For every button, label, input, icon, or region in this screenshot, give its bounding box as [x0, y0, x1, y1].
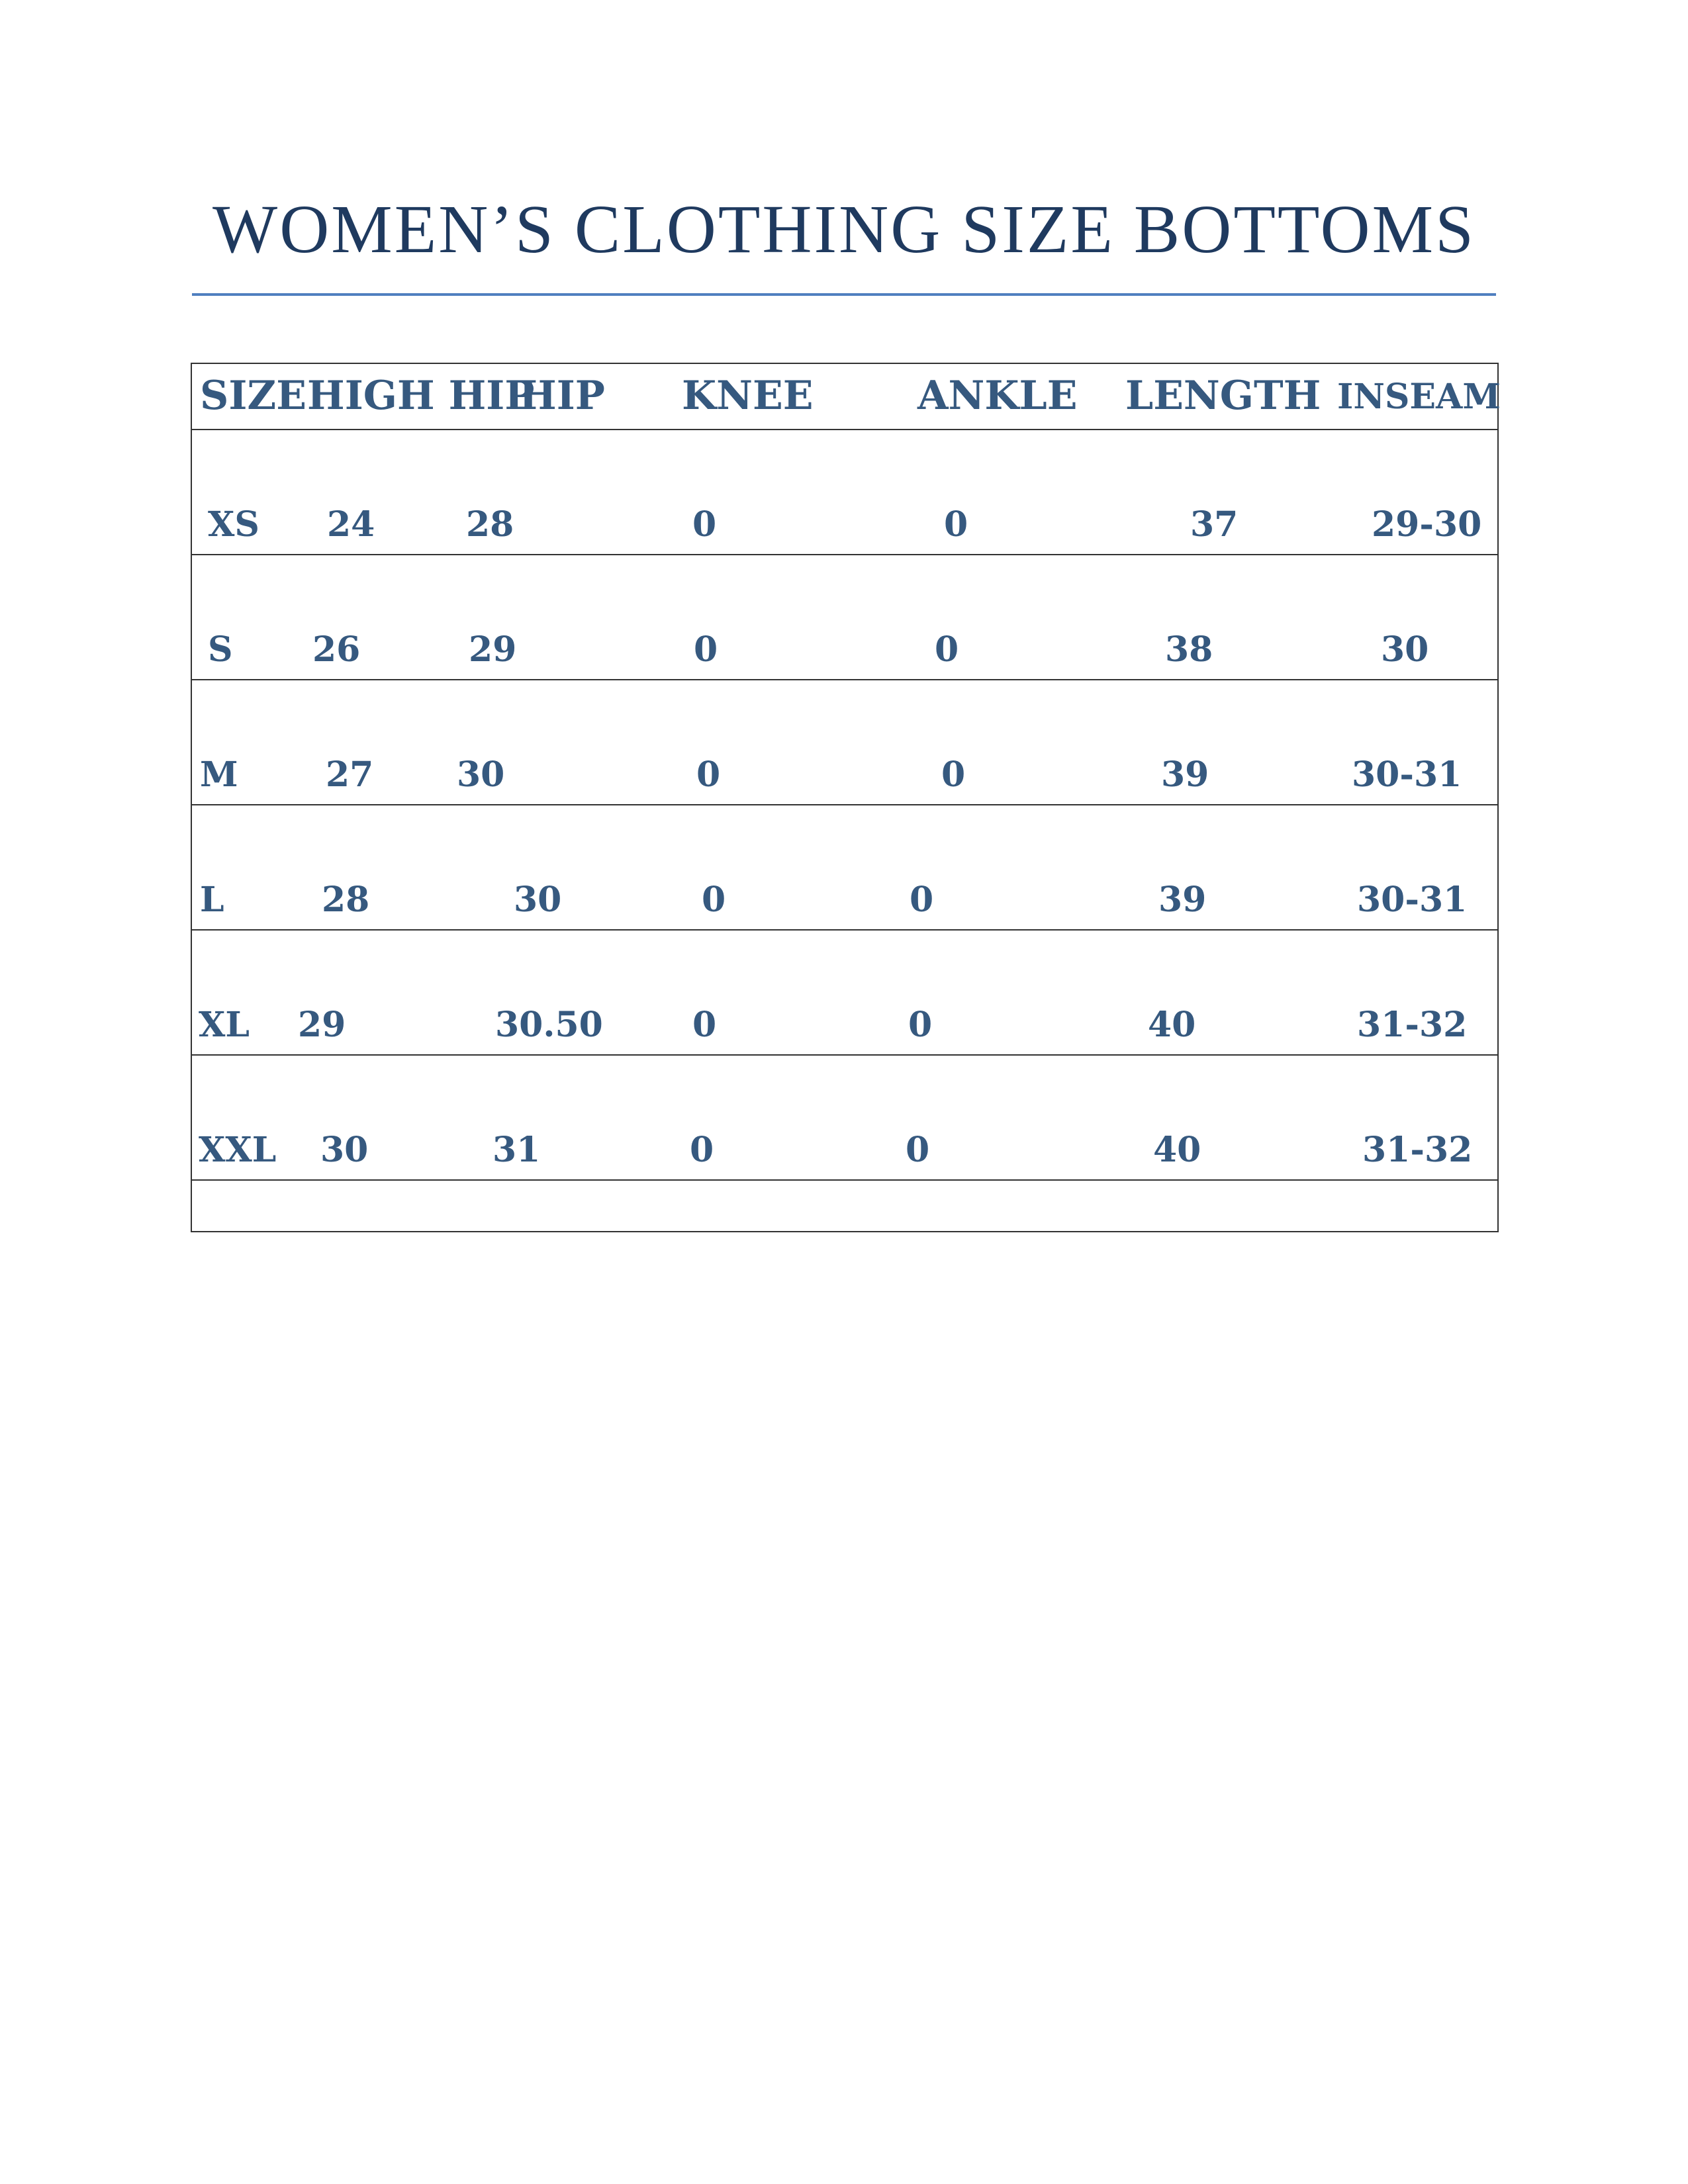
table-empty-row	[192, 1181, 1497, 1231]
knee-cell: 0	[692, 504, 717, 545]
inseam-cell: 31-32	[1357, 1005, 1468, 1045]
inseam-cell: 29-30	[1372, 504, 1482, 545]
size-cell: XS	[208, 504, 259, 545]
high-hip-cell: 27	[326, 754, 374, 795]
length-cell: 39	[1158, 880, 1207, 920]
high-hip-cell: 28	[322, 880, 370, 920]
inseam-cell: 31-32	[1362, 1130, 1473, 1170]
high-hip-cell: 30	[320, 1130, 369, 1170]
table-row	[192, 430, 1497, 555]
size-cell: XL	[199, 1005, 250, 1045]
length-cell: 37	[1190, 504, 1239, 545]
length-cell: 38	[1165, 629, 1213, 670]
table-row	[192, 805, 1497, 931]
hip-cell: 29	[469, 629, 517, 670]
hip-cell: 28	[466, 504, 514, 545]
knee-cell: 0	[696, 754, 721, 795]
length-cell: 39	[1161, 754, 1209, 795]
hip-cell: 30.50	[495, 1005, 603, 1045]
table-row	[192, 680, 1497, 805]
size-cell: XXL	[199, 1130, 277, 1170]
title-divider	[192, 293, 1496, 296]
ankle-cell: 0	[910, 880, 934, 920]
ankle-cell: 0	[908, 1005, 933, 1045]
ankle-cell: 0	[941, 754, 966, 795]
inseam-cell: 30	[1381, 629, 1429, 670]
length-cell: 40	[1148, 1005, 1196, 1045]
high-hip-cell: 29	[298, 1005, 346, 1045]
knee-cell: 0	[694, 629, 718, 670]
ankle-cell: 0	[906, 1130, 930, 1170]
table-header-row	[192, 364, 1501, 430]
inseam-cell: 30-31	[1352, 754, 1462, 795]
size-cell: M	[200, 754, 238, 795]
table-row	[192, 555, 1497, 680]
header-high-hip: HIGH HIP	[307, 373, 535, 419]
hip-cell: 31	[492, 1130, 541, 1170]
length-cell: 40	[1153, 1130, 1201, 1170]
ankle-cell: 0	[935, 629, 959, 670]
knee-cell: 0	[702, 880, 726, 920]
hip-cell: 30	[514, 880, 562, 920]
header-ankle: ANKLE	[917, 373, 1078, 419]
table-row	[192, 1056, 1497, 1181]
ankle-cell: 0	[944, 504, 968, 545]
page-title: WOMEN’S CLOTHING SIZE BOTTOMS	[212, 191, 1476, 267]
size-cell: S	[208, 629, 233, 670]
inseam-cell: 30-31	[1357, 880, 1468, 920]
size-chart-table	[191, 363, 1499, 1232]
high-hip-cell: 24	[327, 504, 375, 545]
header-length: LENGTH	[1125, 373, 1321, 419]
knee-cell: 0	[690, 1130, 714, 1170]
header-size: SIZE	[200, 373, 306, 419]
knee-cell: 0	[692, 1005, 717, 1045]
hip-cell: 30	[457, 754, 505, 795]
header-hip: HIP	[519, 373, 605, 419]
header-knee: KNEE	[682, 373, 814, 419]
high-hip-cell: 26	[312, 629, 361, 670]
size-cell: L	[200, 880, 224, 920]
table-row	[192, 931, 1497, 1056]
header-inseam: INSEAM	[1337, 377, 1501, 417]
